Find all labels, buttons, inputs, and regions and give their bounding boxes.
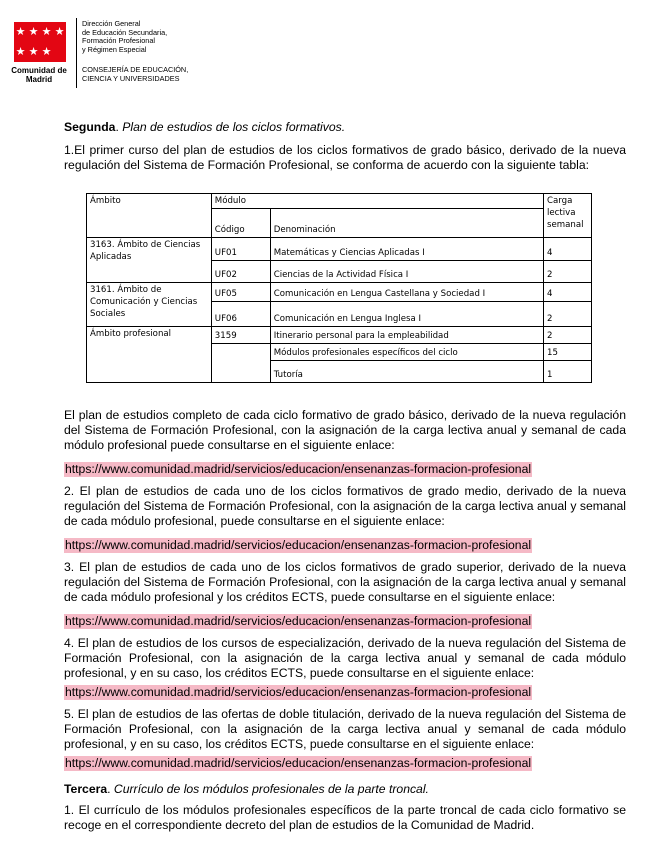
cell-codigo: UF01 [211, 238, 270, 261]
modules-table [86, 193, 592, 383]
department-name: Dirección General de Educación Secundaria, Formación Profesional y Régimen Especial [82, 19, 168, 54]
header-ambito: Ámbito [87, 194, 212, 238]
cell-codigo-empty [211, 344, 270, 383]
stars-icon: ★ ★ ★ ★ ★ ★ ★ [15, 25, 65, 58]
document-body [64, 120, 626, 173]
link-url[interactable]: https://www.comunidad.madrid/servicios/educacion/ensenanzas-formacion-profesional [65, 756, 532, 770]
table-row [87, 327, 592, 344]
cell-denominacion: Matemáticas y Ciencias Aplicadas I [270, 238, 543, 261]
paragraph-basico: El plan de estudios completo de cada ciclo formativo de grado básico, derivado de la nueva regulación del Sistema de Formación Profesional, con la asignación de la carga lectiva anual y semanal de cada módulo profesional puede consultarse en el siguiente enlace: [64, 408, 626, 452]
header-modulo: Módulo [211, 194, 543, 209]
section-heading-segunda: Segunda. Plan de estudios de los ciclos formativos. [64, 120, 346, 134]
cell-denominacion: Comunicación en Lengua Inglesa I [270, 302, 543, 327]
cell-ambito: 3161. Ámbito de Comunicación y Ciencias Sociales [87, 283, 212, 327]
cell-denominacion: Comunicación en Lengua Castellana y Sociedad I [270, 283, 543, 302]
document-body-continued [64, 408, 626, 833]
cell-carga: 1 [544, 361, 592, 383]
cell-carga: 2 [544, 261, 592, 283]
paragraph-1: 1.El primer curso del plan de estudios de los ciclos formativos de grado básico, derivado de la nueva regulación del Sistema de Formación Profesional, se conforma de acuerdo con la siguiente tabla: [64, 143, 626, 172]
header-denominacion: Denominación [270, 209, 543, 238]
cell-codigo: UF05 [211, 283, 270, 302]
brand-name: Comunidad de Madrid [11, 66, 67, 84]
paragraph-6: 1. El currículo de los módulos profesionales específicos de la parte troncal de cada ciclo formativo se recoge en el correspondiente decreto del plan de estudios de la Comunidad de Madrid. [64, 803, 626, 832]
cell-codigo: UF02 [211, 261, 270, 283]
cell-denominacion: Módulos profesionales específicos del ciclo [270, 344, 543, 361]
paragraph-4: 4. El plan de estudios de los cursos de especialización, derivado de la nueva regulación del Sistema de Formación Profesional, con la asignación de la carga lectiva anual y semanal de cada módulo profesional, y en su caso, los créditos ECTS, puede consultarse en el siguiente enlace: [64, 636, 626, 680]
cell-ambito: 3163. Ámbito de Ciencias Aplicadas [87, 238, 212, 283]
link-url[interactable]: https://www.comunidad.madrid/servicios/educacion/ensenanzas-formacion-profesional [65, 538, 532, 552]
cell-carga: 2 [544, 327, 592, 344]
cell-codigo: UF06 [211, 302, 270, 327]
link-url[interactable]: https://www.comunidad.madrid/servicios/educacion/ensenanzas-formacion-profesional [65, 685, 532, 699]
ministry-name: CONSEJERÍA DE EDUCACIÓN, CIENCIA Y UNIVERSIDADES [82, 65, 189, 83]
cell-denominacion: Tutoría [270, 361, 543, 383]
table-row [87, 238, 592, 261]
header-codigo: Código [211, 209, 270, 238]
paragraph-3: 3. El plan de estudios de cada uno de los ciclos formativos de grado superior, derivado de la nueva regulación del Sistema de Formación Profesional, con la asignación de la carga lectiva anual y semanal de cada módulo profesional y los créditos ECTS, puede consultarse en el siguiente enlace: [64, 560, 626, 604]
cell-codigo: 3159 [211, 327, 270, 344]
header-carga: Carga lectiva semanal [544, 194, 592, 238]
paragraph-5: 5. El plan de estudios de las ofertas de doble titulación, derivado de la nueva regulación del Sistema de Formación Profesional, con la asignación de la carga lectiva anual y semanal de cada módulo profesional, y en su caso, los créditos ECTS, puede consultarse en el siguiente enlace: [64, 707, 626, 751]
header-divider [76, 18, 77, 88]
cell-ambito: Ámbito profesional [87, 327, 212, 383]
table-row [87, 283, 592, 302]
document-header [8, 14, 268, 94]
cell-denominacion: Ciencias de la Actividad Física I [270, 261, 543, 283]
section-heading-tercera: Tercera. Currículo de los módulos profesionales de la parte troncal. [64, 782, 429, 796]
link-url[interactable]: https://www.comunidad.madrid/servicios/educacion/ensenanzas-formacion-profesional [65, 614, 532, 628]
paragraph-2: 2. El plan de estudios de cada uno de los ciclos formativos de grado medio, derivado de la nueva regulación del Sistema de Formación Profesional, con la asignación de la carga lectiva anual y semanal de cada módulo profesional, puede consultarse en el siguiente enlace: [64, 484, 626, 528]
cell-denominacion: Itinerario personal para la empleabilidad [270, 327, 543, 344]
link-url[interactable]: https://www.comunidad.madrid/servicios/educacion/ensenanzas-formacion-profesional [65, 462, 532, 476]
cell-carga: 4 [544, 283, 592, 302]
cell-carga: 15 [544, 344, 592, 361]
cell-carga: 4 [544, 238, 592, 261]
table-row [87, 194, 592, 209]
cell-carga: 2 [544, 302, 592, 327]
